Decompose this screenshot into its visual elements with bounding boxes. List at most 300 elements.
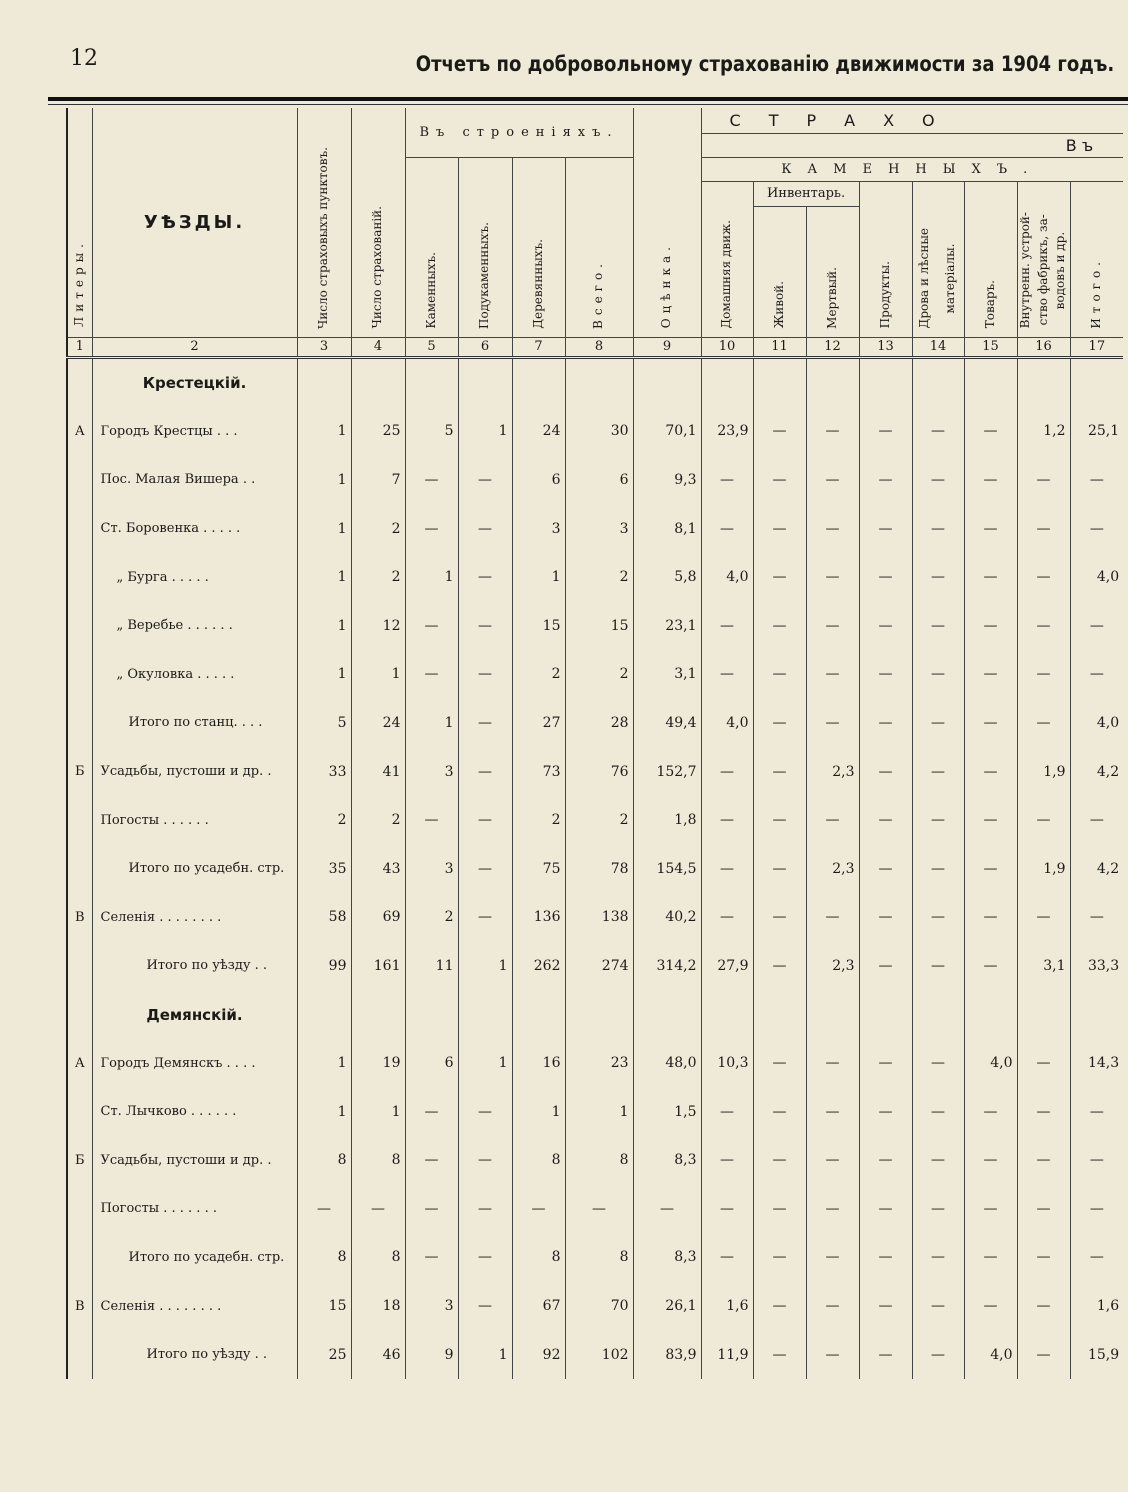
value-cell: 9 [405, 1330, 458, 1379]
row-label: Итого по уѣзду . . [92, 1330, 297, 1379]
row-label: Итого по станц. . . . [92, 699, 297, 748]
value-cell: 4,0 [964, 1330, 1017, 1379]
value-cell: — [964, 1185, 1017, 1234]
section-title: Демянскій. [92, 990, 297, 1039]
value-cell: 262 [512, 942, 565, 991]
value-cell: 4,0 [701, 553, 753, 602]
header-col10: Домашняя движ. [701, 181, 753, 337]
value-cell: — [964, 650, 1017, 699]
value-cell: 8 [297, 1233, 351, 1282]
empty-cell [633, 357, 701, 407]
header-uezdy: УѢЗДЫ. [92, 108, 297, 337]
table-row [67, 942, 1123, 991]
value-cell: 8 [512, 1233, 565, 1282]
row-label: Городъ Крестцы . . . [92, 407, 297, 456]
empty-cell [806, 357, 859, 407]
header-col15: Товаръ. [964, 181, 1017, 337]
value-cell: — [1017, 650, 1070, 699]
value-cell: 3 [405, 1282, 458, 1331]
value-cell: — [458, 1282, 512, 1331]
value-cell: — [405, 601, 458, 650]
value-cell: — [1017, 699, 1070, 748]
value-cell: — [1070, 1136, 1123, 1185]
page-title: Отчетъ по добровольному страхованію движимости за 1904 годъ. [415, 52, 1114, 76]
value-cell: 35 [297, 844, 351, 893]
value-cell: — [806, 650, 859, 699]
value-cell: 1,9 [1017, 747, 1070, 796]
column-number: 2 [92, 337, 297, 357]
value-cell: — [458, 650, 512, 699]
value-cell: — [859, 1087, 912, 1136]
value-cell: — [859, 601, 912, 650]
empty-cell [512, 990, 565, 1039]
value-cell: 9,3 [633, 456, 701, 505]
row-label: Погосты . . . . . . [92, 796, 297, 845]
value-cell: — [458, 456, 512, 505]
value-cell: 70,1 [633, 407, 701, 456]
value-cell: 1,6 [1070, 1282, 1123, 1331]
value-cell: 4,2 [1070, 844, 1123, 893]
empty-cell [351, 357, 405, 407]
value-cell: 16 [512, 1039, 565, 1088]
litera-cell: Б [67, 747, 92, 796]
value-cell: — [912, 1282, 964, 1331]
value-cell: — [912, 601, 964, 650]
value-cell: 99 [297, 942, 351, 991]
value-cell: — [753, 1330, 806, 1379]
value-cell: — [912, 893, 964, 942]
value-cell: — [1017, 1039, 1070, 1088]
empty-cell [912, 990, 964, 1039]
value-cell: — [964, 699, 1017, 748]
value-cell: 154,5 [633, 844, 701, 893]
value-cell: — [701, 1233, 753, 1282]
section-title: Крестецкій. [92, 357, 297, 407]
value-cell: 2 [512, 650, 565, 699]
value-cell: 1 [297, 1087, 351, 1136]
litera-cell [67, 504, 92, 553]
table-row [67, 1282, 1123, 1331]
header-col4: Число страхованій. [351, 108, 405, 337]
value-cell: — [912, 1087, 964, 1136]
row-label: Ст. Боровенка . . . . . [92, 504, 297, 553]
value-cell: 161 [351, 942, 405, 991]
value-cell: — [297, 1185, 351, 1234]
value-cell: 15,9 [1070, 1330, 1123, 1379]
value-cell: 1,6 [701, 1282, 753, 1331]
value-cell: — [859, 553, 912, 602]
value-cell: 5 [297, 699, 351, 748]
value-cell: — [701, 893, 753, 942]
value-cell: 1 [351, 650, 405, 699]
table-row [67, 1185, 1123, 1234]
value-cell: — [806, 601, 859, 650]
value-cell: 314,2 [633, 942, 701, 991]
empty-cell [701, 357, 753, 407]
empty-cell [351, 990, 405, 1039]
value-cell: 1 [458, 942, 512, 991]
value-cell: — [859, 1039, 912, 1088]
empty-cell [297, 357, 351, 407]
value-cell: 18 [351, 1282, 405, 1331]
value-cell: — [753, 650, 806, 699]
row-label: Селенія . . . . . . . . [92, 893, 297, 942]
value-cell: — [859, 747, 912, 796]
litera-cell [67, 601, 92, 650]
value-cell: — [753, 1185, 806, 1234]
value-cell: — [701, 796, 753, 845]
value-cell: 49,4 [633, 699, 701, 748]
value-cell: — [458, 844, 512, 893]
value-cell: — [912, 747, 964, 796]
header-rule-thick [48, 97, 1128, 101]
value-cell: 8 [351, 1136, 405, 1185]
value-cell: — [964, 893, 1017, 942]
column-number: 12 [806, 337, 859, 357]
value-cell: 8 [297, 1136, 351, 1185]
empty-cell [512, 357, 565, 407]
value-cell: 2,3 [806, 942, 859, 991]
value-cell: 2 [351, 504, 405, 553]
value-cell: 24 [512, 407, 565, 456]
value-cell: 1 [297, 553, 351, 602]
value-cell: — [806, 1330, 859, 1379]
value-cell: 83,9 [633, 1330, 701, 1379]
row-label: Селенія . . . . . . . . [92, 1282, 297, 1331]
empty-cell [405, 357, 458, 407]
value-cell: 7 [351, 456, 405, 505]
empty-cell [67, 990, 92, 1039]
value-cell: — [1017, 456, 1070, 505]
value-cell: — [458, 796, 512, 845]
value-cell: — [1017, 1330, 1070, 1379]
header-litery: Литеры. [67, 108, 92, 337]
value-cell: 2 [405, 893, 458, 942]
value-cell: — [964, 456, 1017, 505]
value-cell: — [912, 1233, 964, 1282]
value-cell: — [458, 504, 512, 553]
value-cell: — [964, 407, 1017, 456]
value-cell: — [458, 747, 512, 796]
value-cell: — [701, 747, 753, 796]
value-cell: — [512, 1185, 565, 1234]
column-number: 6 [458, 337, 512, 357]
value-cell: 1 [405, 699, 458, 748]
table-row [67, 893, 1123, 942]
header-col3: Число страховыхъ пунктовъ. [297, 108, 351, 337]
value-cell: — [351, 1185, 405, 1234]
value-cell: 2,3 [806, 747, 859, 796]
value-cell: — [859, 407, 912, 456]
value-cell: 8 [565, 1233, 633, 1282]
value-cell: 4,0 [701, 699, 753, 748]
value-cell: — [405, 1087, 458, 1136]
value-cell: — [405, 456, 458, 505]
value-cell: 11 [405, 942, 458, 991]
value-cell: — [859, 699, 912, 748]
value-cell: — [458, 1233, 512, 1282]
value-cell: — [806, 1233, 859, 1282]
value-cell: — [964, 747, 1017, 796]
value-cell: — [753, 747, 806, 796]
table-body [67, 357, 1123, 1379]
value-cell: — [753, 844, 806, 893]
empty-cell [753, 990, 806, 1039]
value-cell: — [859, 456, 912, 505]
empty-cell [458, 357, 512, 407]
value-cell: — [1017, 1136, 1070, 1185]
header-v-stroeniyakh: Въ строеніяхъ. [405, 108, 633, 157]
column-number: 11 [753, 337, 806, 357]
value-cell: 8 [351, 1233, 405, 1282]
row-label: Городъ Демянскъ . . . . [92, 1039, 297, 1088]
value-cell: 1 [297, 650, 351, 699]
value-cell: 27,9 [701, 942, 753, 991]
value-cell: — [859, 1136, 912, 1185]
value-cell: — [1017, 1087, 1070, 1136]
litera-cell: В [67, 1282, 92, 1331]
value-cell: — [964, 601, 1017, 650]
value-cell: — [1070, 504, 1123, 553]
value-cell: — [753, 504, 806, 553]
value-cell: 58 [297, 893, 351, 942]
header-col16: Внутренн. устрой- ство фабрикъ, за- водовъ и др. [1017, 181, 1070, 337]
value-cell: — [964, 1233, 1017, 1282]
value-cell: — [701, 650, 753, 699]
value-cell: — [859, 942, 912, 991]
value-cell: — [912, 1039, 964, 1088]
empty-cell [1017, 990, 1070, 1039]
value-cell: 73 [512, 747, 565, 796]
litera-cell [67, 699, 92, 748]
empty-cell [297, 990, 351, 1039]
value-cell: 41 [351, 747, 405, 796]
value-cell: 8,1 [633, 504, 701, 553]
value-cell: — [1070, 1185, 1123, 1234]
table-row [67, 1233, 1123, 1282]
table-row [67, 650, 1123, 699]
value-cell: 25,1 [1070, 407, 1123, 456]
value-cell: — [405, 1136, 458, 1185]
value-cell: — [753, 942, 806, 991]
value-cell: — [859, 1330, 912, 1379]
header-v: В ъ [701, 133, 1123, 157]
value-cell: — [753, 601, 806, 650]
table-row [67, 601, 1123, 650]
value-cell: 12 [351, 601, 405, 650]
value-cell: — [1070, 796, 1123, 845]
value-cell: — [964, 796, 1017, 845]
value-cell: 76 [565, 747, 633, 796]
value-cell: — [806, 1185, 859, 1234]
value-cell: — [859, 844, 912, 893]
value-cell: — [912, 844, 964, 893]
column-number: 14 [912, 337, 964, 357]
value-cell: 2 [565, 553, 633, 602]
value-cell: 1,8 [633, 796, 701, 845]
empty-cell [806, 990, 859, 1039]
column-number: 3 [297, 337, 351, 357]
column-number: 9 [633, 337, 701, 357]
value-cell: 46 [351, 1330, 405, 1379]
row-label: Усадьбы, пустоши и др. . [92, 1136, 297, 1185]
column-number: 4 [351, 337, 405, 357]
litera-cell [67, 1185, 92, 1234]
value-cell: — [806, 1087, 859, 1136]
header-col7: Деревянныхъ. [512, 157, 565, 337]
section-header-row [67, 357, 1123, 407]
header-col6: Подукаменныхъ. [458, 157, 512, 337]
value-cell: 1 [351, 1087, 405, 1136]
value-cell: 152,7 [633, 747, 701, 796]
value-cell: — [806, 1039, 859, 1088]
value-cell: — [964, 942, 1017, 991]
value-cell: 2 [512, 796, 565, 845]
value-cell: 10,3 [701, 1039, 753, 1088]
value-cell: 4,0 [1070, 553, 1123, 602]
empty-cell [405, 990, 458, 1039]
value-cell: 33,3 [1070, 942, 1123, 991]
table-row [67, 1039, 1123, 1088]
value-cell: — [1070, 456, 1123, 505]
value-cell: 23,9 [701, 407, 753, 456]
value-cell: — [912, 650, 964, 699]
value-cell: — [753, 1136, 806, 1185]
value-cell: — [806, 796, 859, 845]
row-label: „ Окуловка . . . . . [92, 650, 297, 699]
value-cell: — [753, 1282, 806, 1331]
value-cell: — [859, 893, 912, 942]
value-cell: 15 [565, 601, 633, 650]
empty-cell [1017, 357, 1070, 407]
value-cell: 138 [565, 893, 633, 942]
table-row [67, 1330, 1123, 1379]
empty-cell [458, 990, 512, 1039]
row-label: Итого по усадебн. стр. [92, 1233, 297, 1282]
value-cell: 1,9 [1017, 844, 1070, 893]
value-cell: — [565, 1185, 633, 1234]
empty-cell [912, 357, 964, 407]
column-numbers-row [67, 337, 1123, 357]
header-kamennykh: КАМЕННЫХЪ. [701, 157, 1123, 181]
value-cell: — [701, 504, 753, 553]
table-row [67, 844, 1123, 893]
value-cell: 3 [512, 504, 565, 553]
value-cell: 8 [512, 1136, 565, 1185]
value-cell: — [753, 796, 806, 845]
table-row [67, 407, 1123, 456]
row-label: „ Веребье . . . . . . [92, 601, 297, 650]
value-cell: — [806, 699, 859, 748]
table-row [67, 1136, 1123, 1185]
value-cell: 69 [351, 893, 405, 942]
value-cell: 23,1 [633, 601, 701, 650]
value-cell: 6 [512, 456, 565, 505]
value-cell: — [701, 1087, 753, 1136]
value-cell: — [753, 553, 806, 602]
litera-cell [67, 1233, 92, 1282]
value-cell: — [1017, 601, 1070, 650]
value-cell: 14,3 [1070, 1039, 1123, 1088]
header-strakho: СТРАХО [701, 108, 1123, 133]
value-cell: — [753, 456, 806, 505]
value-cell: — [701, 456, 753, 505]
table-row [67, 796, 1123, 845]
value-cell: 28 [565, 699, 633, 748]
value-cell: — [458, 1087, 512, 1136]
value-cell: 15 [512, 601, 565, 650]
value-cell: 25 [297, 1330, 351, 1379]
value-cell: — [1070, 601, 1123, 650]
header-inventar: Инвентарь. Живой. Мертвый. [753, 181, 859, 337]
empty-cell [964, 990, 1017, 1039]
table-row [67, 456, 1123, 505]
value-cell: 27 [512, 699, 565, 748]
table-row [67, 504, 1123, 553]
value-cell: — [753, 893, 806, 942]
header-rule-thin [48, 104, 1128, 105]
value-cell: — [405, 1185, 458, 1234]
value-cell: — [859, 650, 912, 699]
value-cell: — [1017, 504, 1070, 553]
value-cell: 3,1 [633, 650, 701, 699]
value-cell: — [1017, 1233, 1070, 1282]
value-cell: — [912, 407, 964, 456]
row-label: Итого по уѣзду . . [92, 942, 297, 991]
column-number: 8 [565, 337, 633, 357]
value-cell: 2,3 [806, 844, 859, 893]
value-cell: — [964, 1282, 1017, 1331]
page-number: 12 [70, 46, 98, 71]
value-cell: 19 [351, 1039, 405, 1088]
value-cell: 4,2 [1070, 747, 1123, 796]
column-number: 7 [512, 337, 565, 357]
value-cell: — [912, 456, 964, 505]
value-cell: 67 [512, 1282, 565, 1331]
header-col12: Мертвый. [806, 207, 859, 337]
empty-cell [1070, 357, 1123, 407]
value-cell: 75 [512, 844, 565, 893]
header-col11: Живой. [771, 281, 786, 329]
header-col5: Каменныхъ. [405, 157, 458, 337]
value-cell: — [859, 1282, 912, 1331]
column-number: 15 [964, 337, 1017, 357]
header-col14: Дрова и лѣсные матеріалы. [912, 181, 964, 337]
value-cell: — [405, 504, 458, 553]
value-cell: — [964, 844, 1017, 893]
value-cell: — [912, 942, 964, 991]
value-cell: 1 [512, 553, 565, 602]
value-cell: 1 [297, 1039, 351, 1088]
value-cell: — [1017, 893, 1070, 942]
value-cell: — [912, 504, 964, 553]
table-row [67, 747, 1123, 796]
value-cell: — [1017, 553, 1070, 602]
value-cell: — [859, 796, 912, 845]
value-cell: 5 [405, 407, 458, 456]
value-cell: — [633, 1185, 701, 1234]
value-cell: 2 [351, 553, 405, 602]
empty-cell [859, 357, 912, 407]
value-cell: — [964, 553, 1017, 602]
value-cell: 2 [565, 650, 633, 699]
value-cell: 1 [565, 1087, 633, 1136]
value-cell: 136 [512, 893, 565, 942]
value-cell: 3 [565, 504, 633, 553]
value-cell: 2 [351, 796, 405, 845]
value-cell: 1,2 [1017, 407, 1070, 456]
empty-cell [753, 357, 806, 407]
